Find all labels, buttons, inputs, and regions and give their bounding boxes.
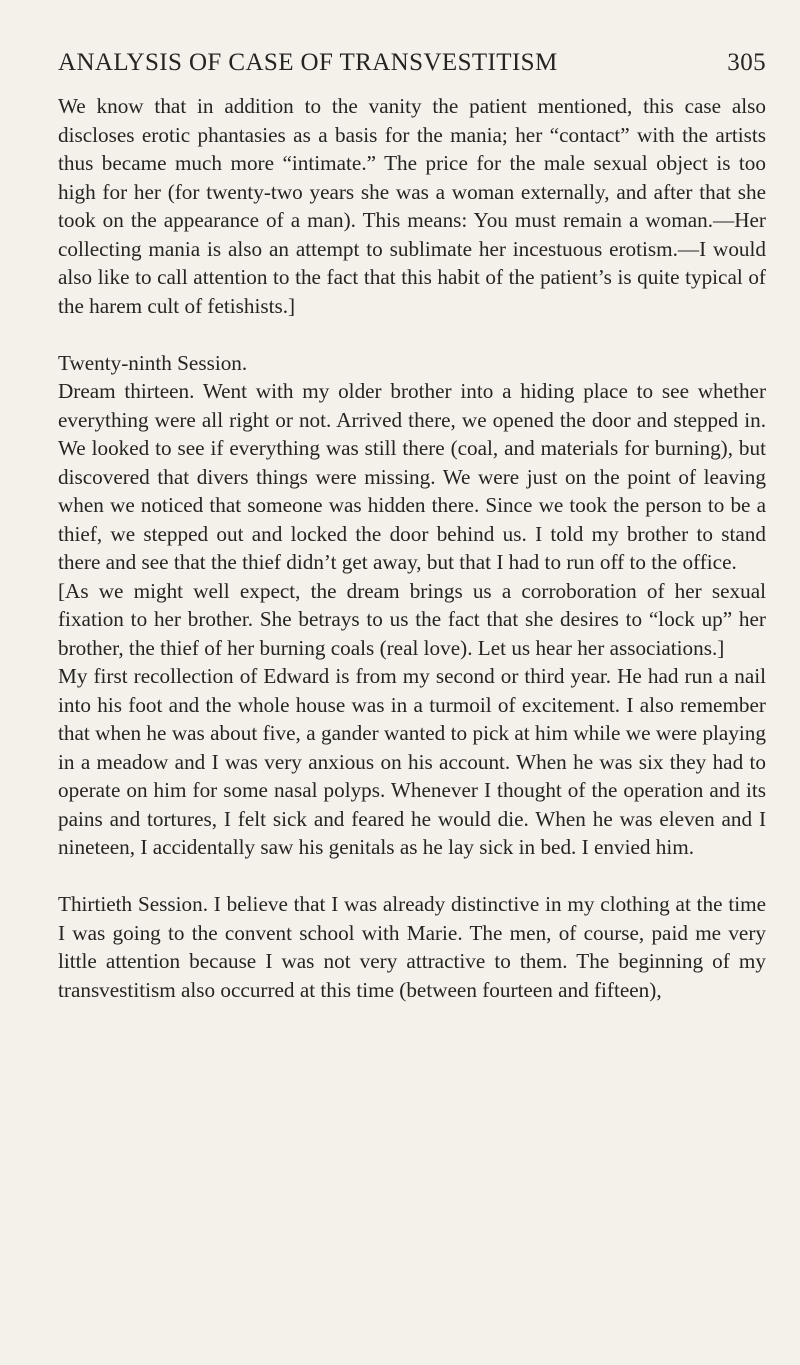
paragraph-commentary-end: We know that in addition to the vanity the patient mentioned, this case also discloses erotic phantasies as a basis for the mania; her “contact” with the artists thus became much more “intimate.” The price for the male sexual object is too high for her (for twenty-two years she was a woman externally, and after that she took on the appearance of a man). This means: You must remain a woman.—Her collecting mania is also an attempt to sublimate her incestuous erotism.—I would also like to call attention to the fact that this habit of the patient’s is quite typical of the harem cult of fetishists.] [58,94,766,318]
running-head [58,48,766,78]
page-number: 305 [727,49,766,76]
section-break [58,320,766,349]
running-head-title: ANALYSIS OF CASE OF TRANSVESTITISM [58,49,558,76]
book-page [58,48,766,1004]
paragraph-commentary-dream: [As we might well expect, the dream brings us a corroboration of her sexual fixation to her brother. She betrays to us the fact that she desires to “lock up” her brother, the thief of her burning coals (real love). Let us hear her associations.] [58,578,766,660]
paragraph-dream-thirteen: Dream thirteen. Went with my older brother into a hiding place to see whether everything were all right or not. Arrived there, we opened the door and stepped in. We looked to see if everything was still there (coal, and materials for burning), but discovered that divers things were missing. We were just on the point of leaving when we noticed that someone was hidden there. Since we took the person to be a thief, we stepped out and locked the door behind us. I told my brother to stand there and see that the thief didn’t get away, but that I had to run off to the office. [58,379,766,574]
paragraph-thirtieth-session: Thirtieth Session. I believe that I was already distinctive in my clothing at the time I was going to the convent school with Marie. The men, of course, paid me very little attention because I was not very attractive to them. The beginning of my transvestitism also occurred at this time (between fourteen and fifteen), [58,892,766,1002]
paragraph-recollection-edward: My first recollection of Edward is from my second or third year. He had run a nail into his foot and the whole house was in a turmoil of excitement. I also remember that when he was about five, a gander wanted to pick at him while we were playing in a meadow and I was very anxious on his account. When he was six they had to operate on him for some nasal polyps. Whenever I thought of the operation and its pains and tortures, I felt sick and feared he would die. When he was eleven and I nineteen, I accidentally saw his genitals as he lay sick in bed. I envied him. [58,664,766,859]
session-heading-twenty-ninth: Twenty-ninth Session. [58,350,248,375]
section-break [58,862,766,891]
